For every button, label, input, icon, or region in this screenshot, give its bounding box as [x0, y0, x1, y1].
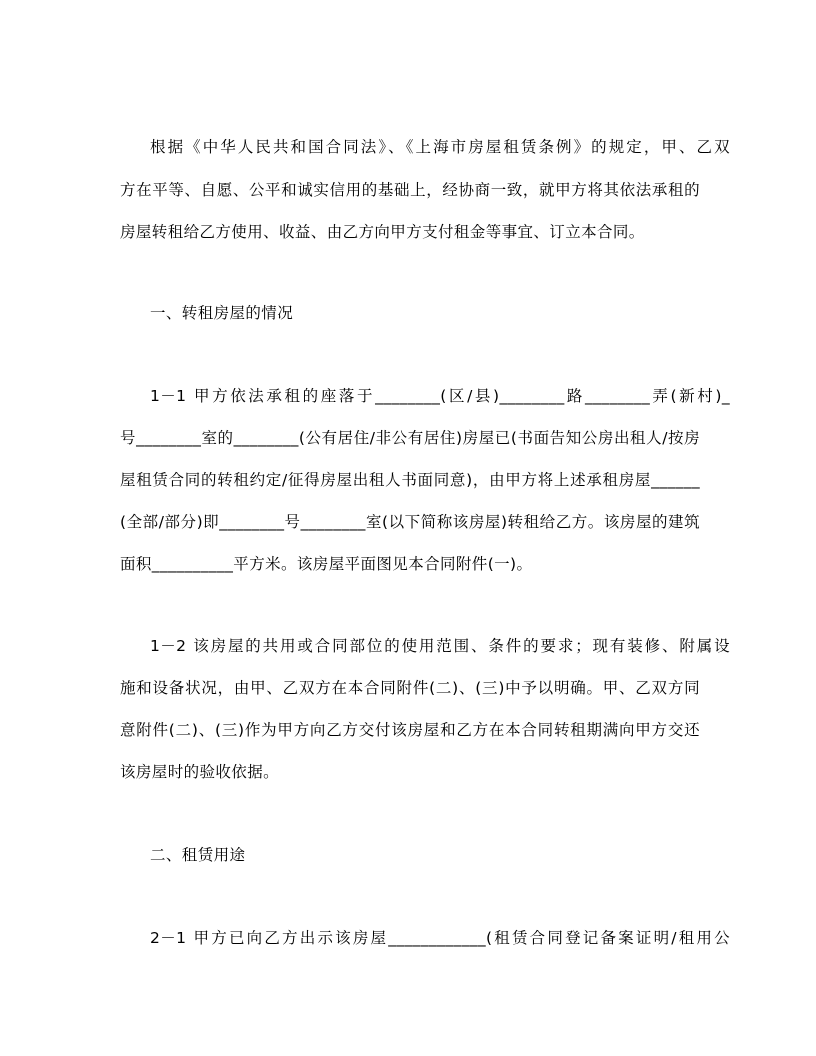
preamble-line-2: 方在平等、自愿、公平和诚实信用的基础上，经协商一致，就甲方将其依法承租的: [120, 181, 700, 199]
clause-1-2-line-2: 施和设备状况，由甲、乙双方在本合同附件(二)、(三)中予以明确。甲、乙双方同: [120, 679, 700, 697]
clause-1-1-line-1: 1－1 甲方依法承租的座落于________(区/县)________路________弄(新村)_: [150, 387, 730, 405]
section-1-heading: 一、转租房屋的情况: [150, 304, 294, 322]
clause-1-2-line-1: 1－2 该房屋的共用或合同部位的使用范围、条件的要求；现有装修、附属设: [150, 637, 730, 655]
preamble-line-1: 根据《中华人民共和国合同法》、《上海市房屋租赁条例》的规定，甲、乙双: [150, 138, 730, 156]
clause-1-2-line-4: 该房屋时的验收依据。: [120, 763, 280, 781]
clause-1-1-line-2: 号________室的________(公有居住/非公有居住)房屋已(书面告知公房出租人/按房: [120, 429, 700, 447]
clause-2-1-line-1: 2－1 甲方已向乙方出示该房屋____________(租赁合同登记备案证明/租用公: [150, 929, 730, 947]
clause-1-1-line-3: 屋租赁合同的转租约定/征得房屋出租人书面同意)，由甲方将上述承租房屋______: [120, 471, 700, 489]
preamble-line-3: 房屋转租给乙方使用、收益、由乙方向甲方支付租金等事宜、订立本合同。: [120, 223, 645, 241]
clause-1-1-line-4: (全部/部分)即________号________室(以下简称该房屋)转租给乙方。该房屋的建筑: [120, 513, 700, 531]
section-2-heading: 二、租赁用途: [150, 846, 246, 864]
clause-1-2-line-3: 意附件(二)、(三)作为甲方向乙方交付该房屋和乙方在本合同转租期满向甲方交还: [120, 721, 700, 739]
clause-1-1-line-5: 面积__________平方米。该房屋平面图见本合同附件(一)。: [120, 555, 533, 573]
